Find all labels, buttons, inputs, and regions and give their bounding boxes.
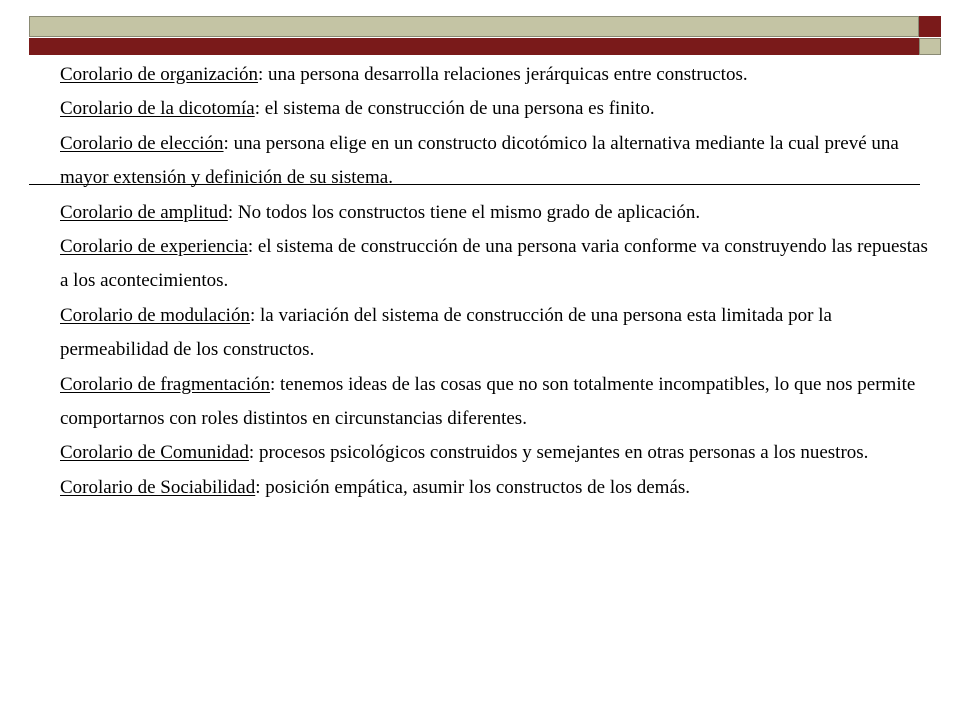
corollary-description: : una persona elige en un constructo dicotómico la alternativa mediante la cual prevé una mayor extensión y definición de su sistema. xyxy=(60,132,899,189)
corollary-modulacion xyxy=(60,299,940,368)
header-corner-square-top xyxy=(919,16,941,37)
corollary-term: Corolario de fragmentación xyxy=(60,373,270,395)
header-stripe xyxy=(29,38,919,55)
corollary-sociabilidad xyxy=(60,471,940,505)
corollary-description: : una persona desarrolla relaciones jerárquicas entre constructos. xyxy=(258,64,748,85)
corollary-description: : posición empática, asumir los constructos de los demás. xyxy=(255,476,691,498)
corollary-description: : el sistema de construcción de una persona es finito. xyxy=(254,98,655,120)
corollary-term: Corolario de elección xyxy=(60,132,224,154)
corollary-amplitud xyxy=(60,196,940,230)
corollary-description: : el sistema de construcción de una persona varia conforme va construyendo las repuestas a los acontecimientos. xyxy=(60,236,928,292)
header-corner-square-bottom xyxy=(919,38,941,55)
corollary-term: Corolario de experiencia xyxy=(60,236,248,258)
slide-body xyxy=(60,58,940,505)
header-bar xyxy=(29,16,919,37)
corollary-dicotomia xyxy=(60,92,940,126)
corollary-description: : No todos los constructos tiene el mismo grado de aplicación. xyxy=(227,201,701,223)
corollary-description: : tenemos ideas de las cosas que no son totalmente incompatibles, lo que nos permite comportarnos con roles distintos en circunstancias diferentes. xyxy=(60,373,916,430)
corollary-fragmentacion xyxy=(60,368,940,437)
corollary-term: Corolario de la dicotomía xyxy=(60,98,255,120)
corollary-term: Corolario de Comunidad xyxy=(60,442,249,464)
corollary-organizacion xyxy=(60,58,940,92)
corollary-eleccion xyxy=(60,127,940,196)
corollary-description: : procesos psicológicos construidos y semejantes en otras personas a los nuestros. xyxy=(248,442,869,464)
corollary-term: Corolario de organización xyxy=(60,64,259,85)
corollary-term: Corolario de Sociabilidad xyxy=(60,476,256,498)
corollary-comunidad xyxy=(60,436,940,470)
corollary-description: : la variación del sistema de construcción de una persona esta limitada por la permeabilidad de los constructos. xyxy=(60,304,832,361)
corollary-term: Corolario de modulación xyxy=(60,304,250,326)
corollary-term: Corolario de amplitud xyxy=(60,201,228,223)
corollary-experiencia xyxy=(60,230,940,299)
